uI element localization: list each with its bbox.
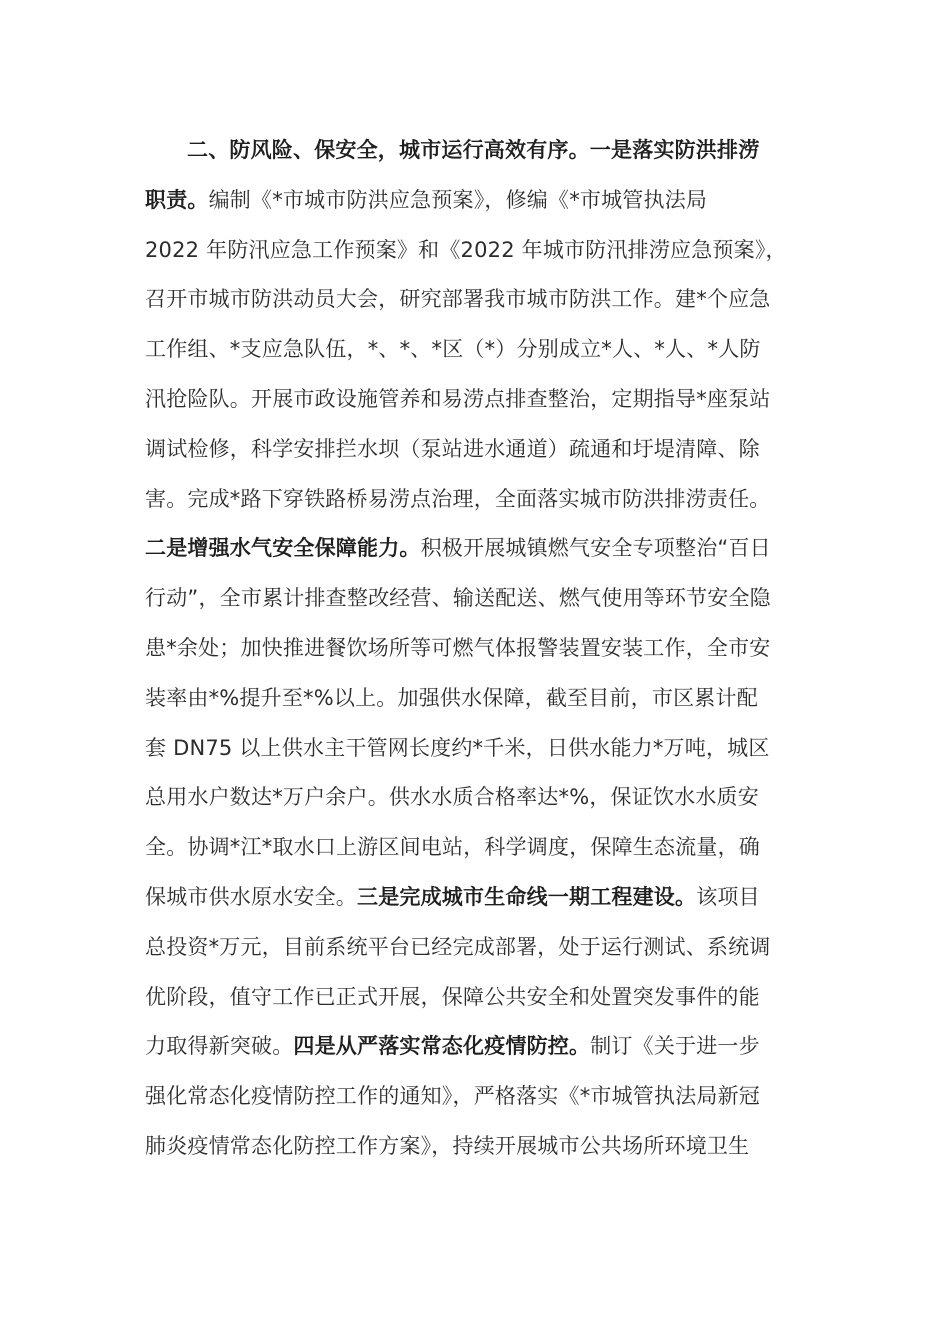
- text-line: [145, 284, 771, 314]
- text-line: [145, 334, 761, 364]
- text-line: [145, 533, 771, 563]
- text-run: 力取得新突破。: [145, 1034, 294, 1059]
- text-run: 害。完成*路下穿铁路桥易涝点治理，全面落实城市防洪排涝责任。: [145, 486, 771, 511]
- text-run: 总投资*万元，目前系统平台已经完成部署，处于运行测试、系统调: [145, 934, 771, 959]
- bold-text-run: 二、防风险、保安全，城市运行高效有序。一是落实防洪排涝: [187, 138, 760, 162]
- text-run: 全。协调*江*取水口上游区间电站，科学调度，保障生态流量，确: [145, 835, 760, 860]
- text-line: [145, 1131, 749, 1161]
- text-run: 汛抢险队。开展市政设施管养和易涝点排查整治，定期指导*座泵站: [145, 387, 771, 411]
- text-run: 装率由*%提升至*%以上。加强供水保障，截至目前，市区累计配: [145, 685, 758, 710]
- text-run: 行动”，全市累计排查整改经营、输送配送、燃气使用等环节安全隐: [145, 586, 771, 611]
- text-run: 强化常态化疫情防控工作的通知》，严格落实《*市城管执法局新冠: [145, 1084, 760, 1109]
- bold-text-run: 三是完成城市生命线一期工程建设。: [357, 885, 697, 909]
- text-line: [145, 434, 760, 464]
- bold-text-run: 二是增强水气安全保障能力。: [145, 536, 421, 561]
- text-line: [145, 832, 760, 862]
- text-line: [145, 235, 787, 265]
- text-line: [145, 733, 770, 763]
- text-run: 编制《*市城市防洪应急预案》，修编《*市城管执法局: [208, 187, 708, 212]
- text-run: 积极开展城镇燃气安全专项整治“百日: [420, 536, 771, 561]
- text-run: 总用水户数达*万户余户。供水水质合格率达*%，保证饮水水质安: [145, 785, 759, 810]
- text-line: [145, 982, 760, 1012]
- text-run: 制订《关于进一步: [590, 1034, 760, 1059]
- text-run: 该项目: [696, 885, 760, 909]
- text-run: 召开市城市防洪动员大会，研究部署我市城市防洪工作。建*个应急: [145, 287, 771, 312]
- text-run: 患*余处；加快推进餐饮场所等可燃气体报警装置安装工作，全市安: [145, 636, 771, 660]
- text-line: [145, 932, 771, 962]
- text-line: [145, 882, 760, 912]
- text-line: [145, 633, 771, 663]
- bold-text-run: 四是从严落实常态化疫情防控。: [293, 1034, 591, 1059]
- text-line: [145, 384, 771, 414]
- text-run: 肺炎疫情常态化防控工作方案》，持续开展城市公共场所环境卫生: [145, 1134, 750, 1158]
- text-line: [145, 782, 759, 812]
- bold-text-run: 职责。: [145, 187, 209, 212]
- text-run: 工作组、*支应急队伍，*、*、*区（*）分别成立*人、*人、*人防: [145, 337, 761, 362]
- text-line: [145, 583, 771, 613]
- text-run: 2022 年防汛应急工作预案》和《2022 年城市防汛排涝应急预案》，: [145, 237, 787, 262]
- text-line: [145, 1081, 760, 1111]
- text-run: 保城市供水原水安全。: [145, 885, 357, 909]
- text-run: 调试检修，科学安排拦水坝（泵站进水通道）疏通和圩堤清障、除: [145, 436, 760, 461]
- text-line: [145, 1031, 760, 1061]
- text-line: [145, 484, 771, 514]
- text-run: 优阶段，值守工作已正式开展，保障公共安全和处置突发事件的能: [145, 984, 760, 1009]
- text-run: 套 DN75 以上供水主干管网长度约*千米，日供水能力*万吨，城区: [145, 735, 770, 760]
- text-line: [145, 683, 758, 713]
- text-line: [187, 135, 759, 165]
- text-line: [145, 185, 707, 215]
